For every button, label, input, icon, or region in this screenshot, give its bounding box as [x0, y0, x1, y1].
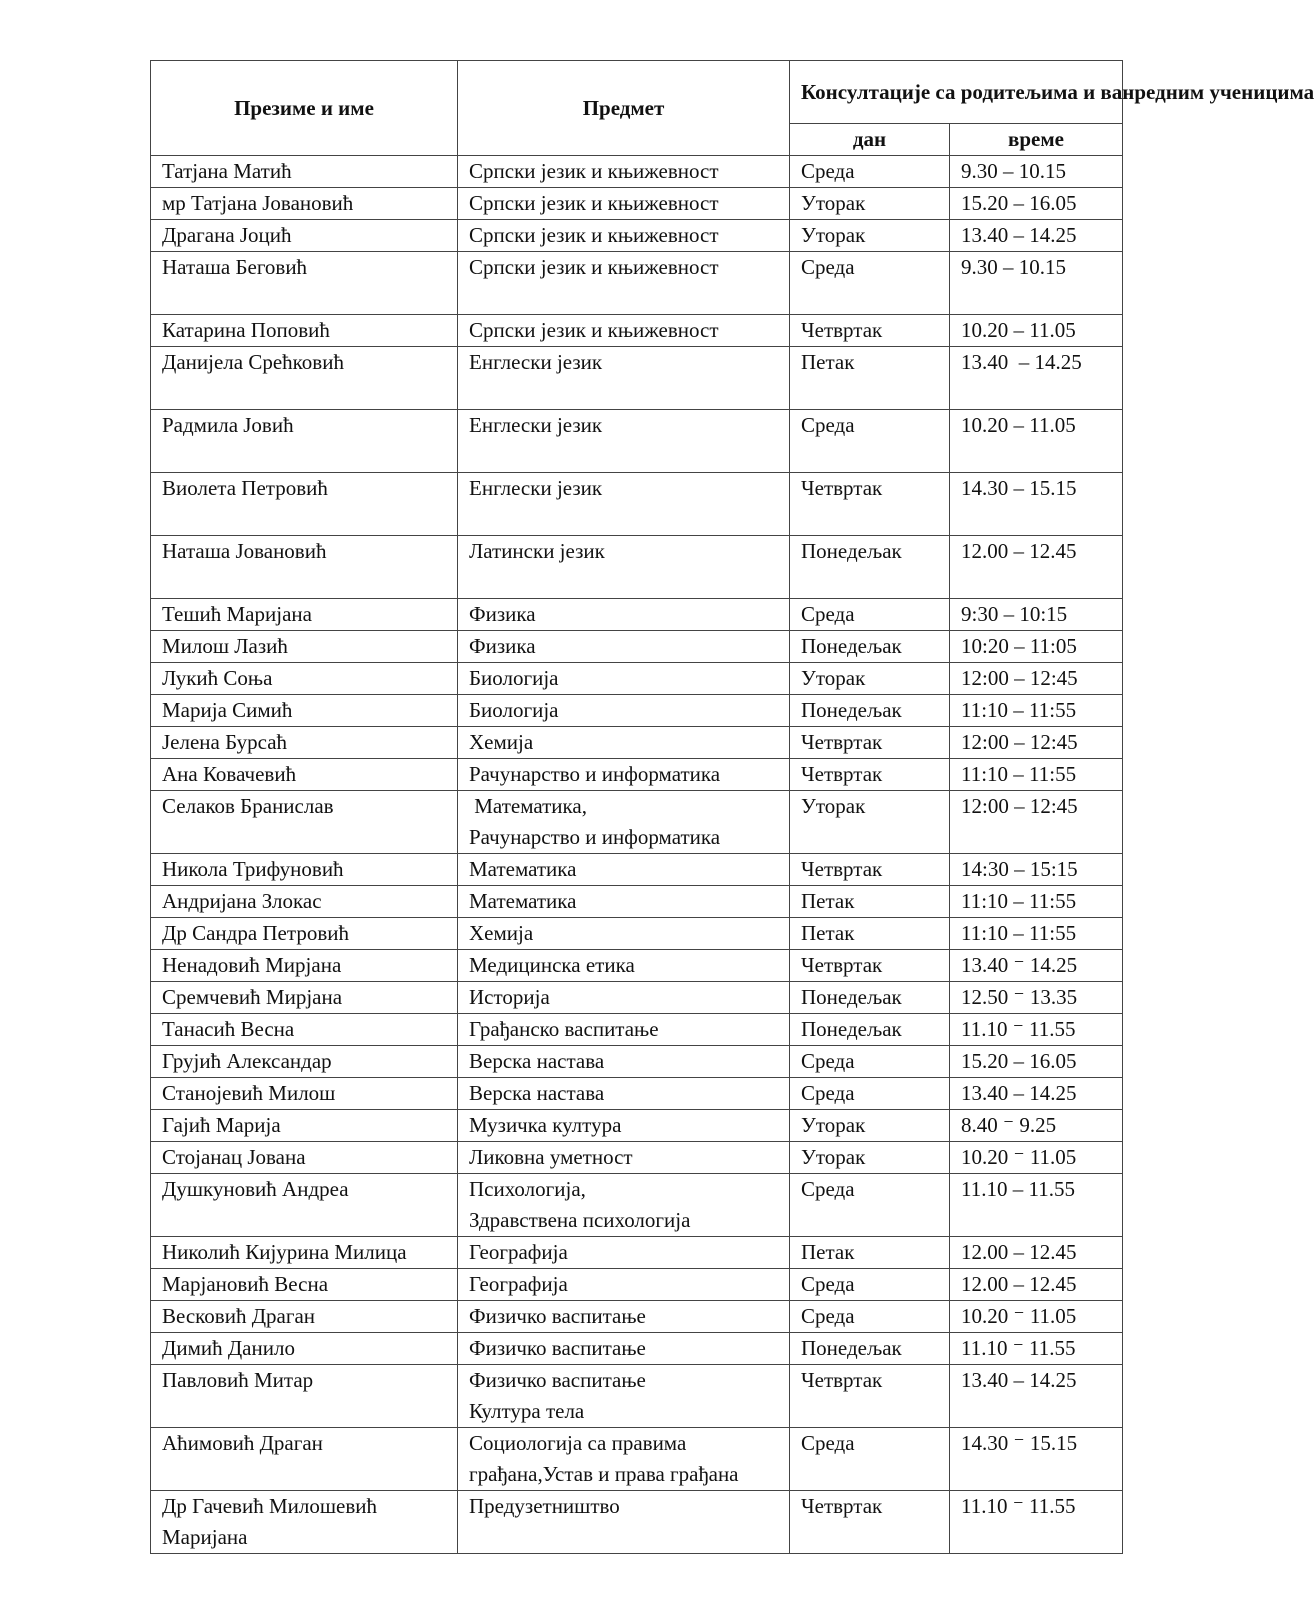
subject: Српски језик и књижевност [458, 252, 790, 315]
subject: Српски језик и књижевност [458, 156, 790, 188]
subject: Физичко васпитање [458, 1333, 790, 1365]
consultation-time: 11:10 – 11:55 [950, 886, 1123, 918]
subject-line: Физичко васпитање [469, 1368, 646, 1392]
consultation-day: Уторак [790, 1142, 950, 1174]
consultation-day: Петак [790, 886, 950, 918]
subject: Предузетништво [458, 1491, 790, 1554]
teacher-name: Лукић Соња [151, 663, 458, 695]
consultation-time: 10.20 – 11.05 [950, 410, 1123, 473]
consultation-time: 14:30 – 15:15 [950, 854, 1123, 886]
teacher-name-line: Др Гачевић Милошевић [162, 1494, 377, 1518]
consultation-day: Среда [790, 252, 950, 315]
table-row [151, 252, 1123, 315]
teacher-name: Андријана Злокас [151, 886, 458, 918]
subject-line: грађана,Устав и права грађана [469, 1462, 739, 1486]
consultation-time: 11.10 ⁻ 11.55 [950, 1491, 1123, 1554]
table-row [151, 982, 1123, 1014]
subject-line: Математика, [469, 794, 587, 818]
teacher-name: Весковић Драган [151, 1301, 458, 1333]
header-day: дан [790, 124, 950, 156]
subject: Енглески језик [458, 347, 790, 410]
consultation-time: 9:30 – 10:15 [950, 599, 1123, 631]
table-row [151, 410, 1123, 473]
consultation-time: 11.10 – 11.55 [950, 1174, 1123, 1237]
subject: Латински језик [458, 536, 790, 599]
consultation-time: 11.10 ⁻ 11.55 [950, 1333, 1123, 1365]
subject: Математика [458, 854, 790, 886]
table-row [151, 1110, 1123, 1142]
subject-line: Социологија са правима [469, 1431, 687, 1455]
subject: Ликовна уметност [458, 1142, 790, 1174]
consultation-day: Уторак [790, 188, 950, 220]
consultation-day: Четвртак [790, 1491, 950, 1554]
teacher-name: Аћимовић Драган [151, 1428, 458, 1491]
subject-line: Психологија, [469, 1177, 586, 1201]
header-subject: Предмет [458, 61, 790, 156]
consultation-day: Понедељак [790, 695, 950, 727]
consultation-time: 14.30 ⁻ 15.15 [950, 1428, 1123, 1491]
consultation-time: 10.20 – 11.05 [950, 315, 1123, 347]
consultation-time: 8.40 ⁻ 9.25 [950, 1110, 1123, 1142]
consultation-day: Среда [790, 1269, 950, 1301]
table-row [151, 886, 1123, 918]
subject: Биологија [458, 695, 790, 727]
header-time: време [950, 124, 1123, 156]
consultation-day: Понедељак [790, 1014, 950, 1046]
consultation-day: Уторак [790, 1110, 950, 1142]
consultation-day: Четвртак [790, 1365, 950, 1428]
teacher-name: Радмила Јовић [151, 410, 458, 473]
subject-line: Култура тела [469, 1399, 585, 1423]
subject: Рачунарство и информатика [458, 759, 790, 791]
consultation-day: Среда [790, 156, 950, 188]
consultation-time: 12.00 – 12.45 [950, 536, 1123, 599]
consultation-day: Понедељак [790, 631, 950, 663]
consultation-time: 11.10 ⁻ 11.55 [950, 1014, 1123, 1046]
table-row [151, 1365, 1123, 1428]
consultation-day: Четвртак [790, 473, 950, 536]
table-row [151, 315, 1123, 347]
table-row [151, 220, 1123, 252]
consultation-day: Четвртак [790, 315, 950, 347]
table-row [151, 188, 1123, 220]
subject: Географија [458, 1269, 790, 1301]
consultation-time: 13.40 – 14.25 [950, 347, 1123, 410]
teacher-name: Милош Лазић [151, 631, 458, 663]
consultation-day: Уторак [790, 663, 950, 695]
consultation-day: Среда [790, 1301, 950, 1333]
teacher-name: Тешић Маријана [151, 599, 458, 631]
table-row [151, 347, 1123, 410]
consultation-time: 12.00 – 12.45 [950, 1237, 1123, 1269]
consultation-time: 10:20 – 11:05 [950, 631, 1123, 663]
teacher-name: Сремчевић Мирјана [151, 982, 458, 1014]
table-header [151, 61, 1314, 156]
teacher-name: Павловић Митар [151, 1365, 458, 1428]
consultation-day: Петак [790, 347, 950, 410]
consultation-time: 15.20 – 16.05 [950, 1046, 1123, 1078]
consultation-day: Среда [790, 1174, 950, 1237]
subject-line: Здравствена психологија [469, 1208, 691, 1232]
table-row [151, 759, 1123, 791]
consultation-day: Среда [790, 599, 950, 631]
consultation-day: Уторак [790, 220, 950, 252]
subject: Хемија [458, 918, 790, 950]
teacher-name: Гајић Марија [151, 1110, 458, 1142]
consultation-time: 12:00 – 12:45 [950, 727, 1123, 759]
consultation-time: 14.30 – 15.15 [950, 473, 1123, 536]
teacher-name: Душкуновић Андреа [151, 1174, 458, 1237]
consultation-time: 11:10 – 11:55 [950, 695, 1123, 727]
consultation-time: 12.50 ⁻ 13.35 [950, 982, 1123, 1014]
consultation-time: 13.40 – 14.25 [950, 1078, 1123, 1110]
teacher-name: Танасић Весна [151, 1014, 458, 1046]
consultation-time: 15.20 – 16.05 [950, 188, 1123, 220]
table-body [151, 156, 1123, 1554]
subject: Хемија [458, 727, 790, 759]
table-row [151, 1428, 1123, 1491]
teacher-name: Станојевић Милош [151, 1078, 458, 1110]
consultation-day: Среда [790, 1428, 950, 1491]
subject [458, 791, 790, 854]
subject: Физика [458, 599, 790, 631]
table-row [151, 1142, 1123, 1174]
teacher-name: Селаков Бранислав [151, 791, 458, 854]
teacher-name: Николић Кијурина Милица [151, 1237, 458, 1269]
teacher-name: Димић Данило [151, 1333, 458, 1365]
teacher-name: Катарина Поповић [151, 315, 458, 347]
consultation-time: 13.40 – 14.25 [950, 1365, 1123, 1428]
table-row [151, 950, 1123, 982]
subject: Енглески језик [458, 473, 790, 536]
teacher-name: Татјана Матић [151, 156, 458, 188]
subject: Физичко васпитање [458, 1301, 790, 1333]
subject: Верска настава [458, 1046, 790, 1078]
table-row [151, 473, 1123, 536]
consultation-day: Среда [790, 1078, 950, 1110]
table-row [151, 1078, 1123, 1110]
subject: Музичка култура [458, 1110, 790, 1142]
consultation-time: 13.40 ⁻ 14.25 [950, 950, 1123, 982]
table-row [151, 1269, 1123, 1301]
teacher-name: Јелена Бурсаћ [151, 727, 458, 759]
subject-line: Рачунарство и информатика [469, 825, 721, 849]
subject: Математика [458, 886, 790, 918]
subject [458, 1174, 790, 1237]
consultation-time: 12.00 – 12.45 [950, 1269, 1123, 1301]
table-row [151, 536, 1123, 599]
subject: Географија [458, 1237, 790, 1269]
table-row [151, 1333, 1123, 1365]
table-row [151, 1491, 1123, 1554]
teacher-name: Др Сандра Петровић [151, 918, 458, 950]
subject: Медицинска етика [458, 950, 790, 982]
table-row [151, 791, 1123, 854]
teacher-name: Драгана Јоцић [151, 220, 458, 252]
consultation-day: Понедељак [790, 1333, 950, 1365]
consultation-day: Петак [790, 1237, 950, 1269]
table-row [151, 599, 1123, 631]
subject: Српски језик и књижевност [458, 315, 790, 347]
consultation-day: Четвртак [790, 727, 950, 759]
subject: Верска настава [458, 1078, 790, 1110]
table-row [151, 1301, 1123, 1333]
consultation-day: Четвртак [790, 950, 950, 982]
subject: Физика [458, 631, 790, 663]
consultation-day: Петак [790, 918, 950, 950]
consultation-day: Уторак [790, 791, 950, 854]
consultation-time: 11:10 – 11:55 [950, 918, 1123, 950]
teacher-name: Наташа Беговић [151, 252, 458, 315]
consultation-day: Среда [790, 410, 950, 473]
subject: Српски језик и књижевност [458, 188, 790, 220]
consultation-time: 9.30 – 10.15 [950, 252, 1123, 315]
subject: Биологија [458, 663, 790, 695]
teacher-name: Стојанац Јована [151, 1142, 458, 1174]
teacher-name-line: Маријана [162, 1525, 248, 1549]
consultation-day: Понедељак [790, 982, 950, 1014]
consultation-time: 11:10 – 11:55 [950, 759, 1123, 791]
teacher-name: Наташа Јовановић [151, 536, 458, 599]
table-row [151, 631, 1123, 663]
header-name: Презиме и име [151, 61, 458, 156]
consultation-day: Среда [790, 1046, 950, 1078]
teacher-name: Никола Трифуновић [151, 854, 458, 886]
table-row [151, 1237, 1123, 1269]
table-row [151, 695, 1123, 727]
table-row [151, 1046, 1123, 1078]
consultation-time: 9.30 – 10.15 [950, 156, 1123, 188]
subject: Историја [458, 982, 790, 1014]
teacher-name: Марјановић Весна [151, 1269, 458, 1301]
teacher-name: Марија Симић [151, 695, 458, 727]
table-row [151, 854, 1123, 886]
teacher-name [151, 1491, 458, 1554]
consultation-schedule-table [150, 60, 1314, 1554]
teacher-name: Ана Ковачевић [151, 759, 458, 791]
consultation-time: 10.20 ⁻ 11.05 [950, 1301, 1123, 1333]
teacher-name: мр Татјана Јовановић [151, 188, 458, 220]
teacher-name: Виолета Петровић [151, 473, 458, 536]
subject [458, 1428, 790, 1491]
subject: Енглески језик [458, 410, 790, 473]
table-row [151, 1174, 1123, 1237]
table-row [151, 663, 1123, 695]
consultation-day: Четвртак [790, 759, 950, 791]
subject: Грађанско васпитање [458, 1014, 790, 1046]
table-row [151, 918, 1123, 950]
consultation-time: 12:00 – 12:45 [950, 791, 1123, 854]
table-row [151, 727, 1123, 759]
subject [458, 1365, 790, 1428]
table-row [151, 156, 1123, 188]
teacher-name: Ненадовић Мирјана [151, 950, 458, 982]
subject: Српски језик и књижевност [458, 220, 790, 252]
consultation-time: 13.40 – 14.25 [950, 220, 1123, 252]
teacher-name: Грујић Александар [151, 1046, 458, 1078]
teacher-name: Данијела Срећковић [151, 347, 458, 410]
header-consultation: Консултације са родитељима и ванредним ученицима [790, 61, 1123, 124]
consultation-time: 10.20 ⁻ 11.05 [950, 1142, 1123, 1174]
table-row [151, 1014, 1123, 1046]
consultation-day: Четвртак [790, 854, 950, 886]
consultation-time: 12:00 – 12:45 [950, 663, 1123, 695]
consultation-day: Понедељак [790, 536, 950, 599]
